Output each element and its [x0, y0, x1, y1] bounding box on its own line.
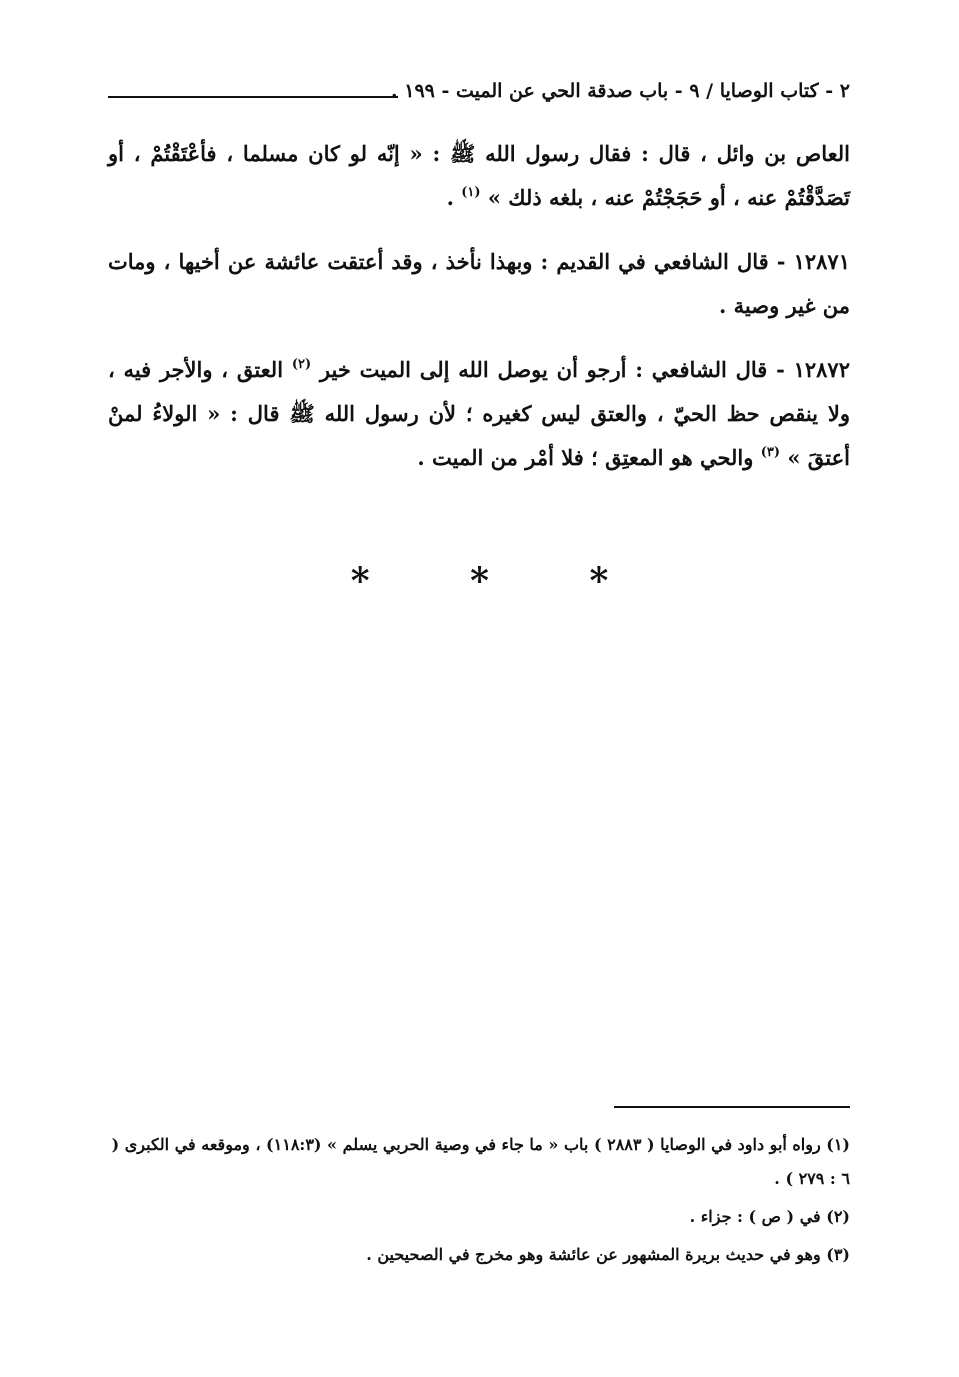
footnote-ref-2: (٢) — [291, 357, 312, 372]
footnote-ref-1: (١) — [461, 185, 481, 200]
paragraph-12872 — [108, 348, 850, 480]
paragraph-12871: ١٢٨٧١ - قال الشافعي في القديم : وبهذا نأخذ ، وقد أعتقت عائشة عن أخيها ، ومات من غير وصية . — [108, 249, 850, 318]
page-header — [108, 80, 850, 114]
paragraph-1-end: . — [446, 185, 462, 210]
header-rule — [108, 96, 398, 98]
footnote-rule — [614, 1106, 850, 1108]
main-text — [108, 132, 850, 500]
footnote-1: (١) رواه أبو داود في الوصايا ( ٢٨٨٣ ) باب « ما جاء في وصية الحربي يسلم » (١١٨:٣) ، وموقعه في الكبرى ( ٦ : ٢٧٩ ) . — [111, 1135, 850, 1188]
footnote-2: (٢) في ( ص ) : جزاء . — [689, 1207, 850, 1226]
section-divider: * * * — [350, 560, 653, 602]
paragraph-12872-text-b: العتق ، والأجر فيه ، ولا ينقص حظ الحيّ ، والعتق ليس كغيره ؛ لأن رسول الله ﷺ قال : « الولاءُ لمنْ أعتقَ » — [108, 357, 850, 470]
running-title: ٢ - كتاب الوصايا / ٩ - باب صدقة الحي عن الميت - ١٩٩ . — [391, 80, 850, 102]
paragraph-12872-text-c: والحي هو المعتِق ؛ فلا أمْر من الميت . — [417, 445, 761, 470]
paragraph-12872-text-a: ١٢٨٧٢ - قال الشافعي : أرجو أن يوصل الله إلى الميت خير — [319, 357, 850, 382]
paragraph-1-text: العاص بن وائل ، قال : فقال رسول الله ﷺ : « إنّه لو كان مسلما ، فأعْتَقْتُمْ ، أو تَصَدَّقْتُمْ عنه ، أو حَجَجْتُمْ عنه ، بلغه ذلك » — [108, 141, 850, 210]
footnotes — [108, 1128, 850, 1276]
footnote-ref-3: (٣) — [760, 445, 781, 460]
paragraph-1 — [108, 132, 850, 220]
footnote-3: (٣) وهو في حديث بريرة المشهور عن عائشة وهو مخرج في الصحيحين . — [366, 1245, 850, 1264]
